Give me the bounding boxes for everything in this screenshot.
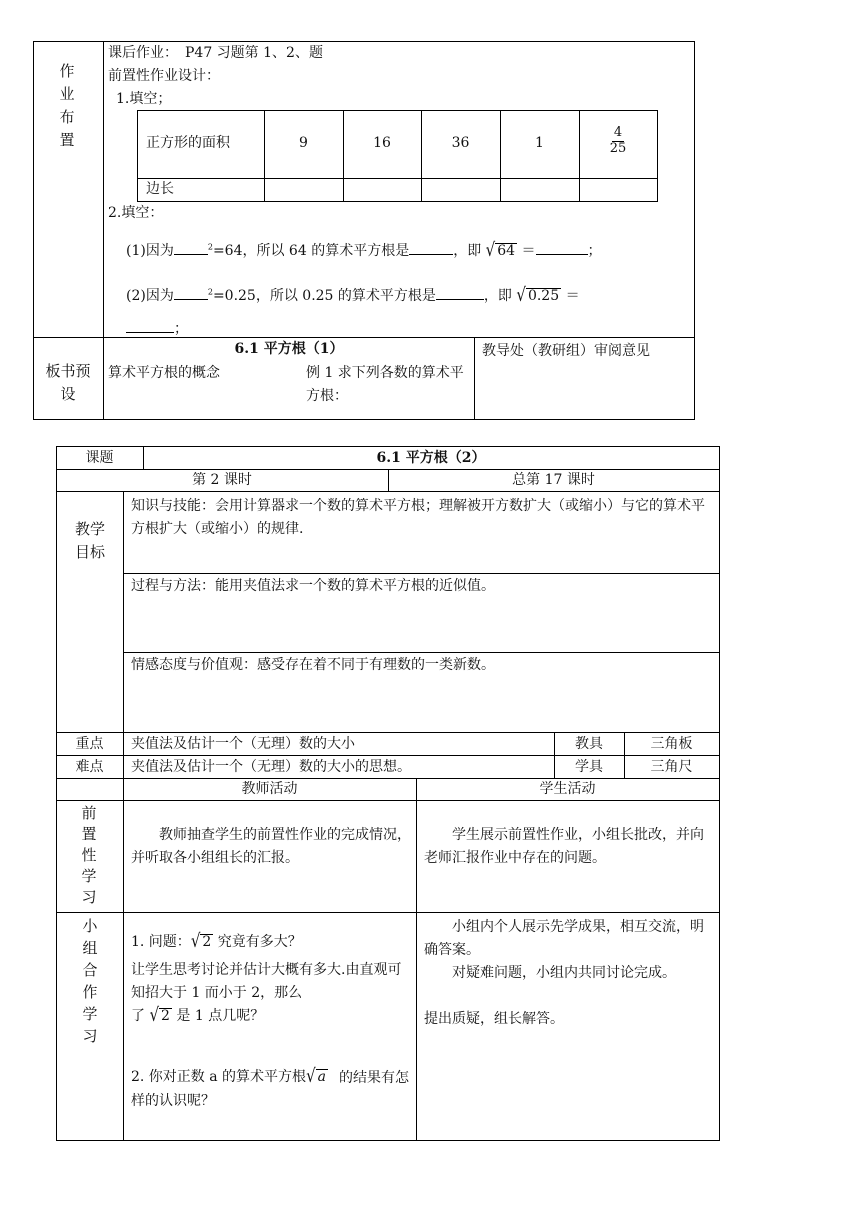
goal-emotion: 情感态度与价值观：感受存在着不同于有理数的一类新数。 — [131, 657, 495, 673]
group-q1-radicand: 2 — [202, 934, 212, 950]
area-value: 9 — [299, 135, 308, 151]
question-1 — [126, 240, 602, 261]
student-tools-value: 三角尺 — [650, 759, 693, 775]
area-value: 16 — [373, 135, 391, 151]
group-study-label: 小组合作学习 — [82, 917, 98, 1045]
board-title: 6.1 平方根（1） — [234, 341, 344, 357]
q1-blank-result — [536, 240, 588, 255]
q1-radicand: 64 — [497, 243, 516, 259]
group-student-2: 对疑难问题，小组内共同讨论完成。 — [452, 965, 676, 981]
q2-exponent: 2 — [207, 287, 213, 297]
q1-blank-base — [174, 240, 208, 255]
row-header-side: 边长 — [146, 181, 174, 197]
q2-radicand: 0.25 — [527, 288, 560, 304]
pre-study-teacher: 教师抽查学生的前置性作业的完成情况，并听取各小组组长的汇报。 — [131, 827, 411, 866]
group-student-3: 提出质疑，组长解答。 — [424, 1011, 564, 1027]
key-label: 重点 — [75, 736, 104, 752]
q2-prefix: (2)因为 — [126, 288, 174, 304]
homework-line: 课后作业： P47 习题第 1、2、题 — [108, 45, 323, 61]
q1-prefix: (1)因为 — [126, 243, 174, 259]
student-tools-label: 学具 — [575, 759, 603, 775]
area-value: 36 — [451, 135, 470, 151]
q1-mid: =64，所以 64 的算术平方根是 — [212, 243, 410, 259]
sqrt-icon: √ — [149, 1003, 160, 1027]
sqrt-icon: √ — [190, 929, 201, 953]
board-heading: 板书预设 — [45, 362, 91, 403]
group-question-1 — [131, 929, 302, 953]
sqrt-icon: √ — [485, 238, 496, 262]
group-q2-prefix: 2. 你对正数 a 的算术平方根 — [131, 1069, 307, 1085]
pre-study-label: 前置性学习 — [81, 804, 97, 906]
q2-blank-base — [174, 285, 208, 300]
topic-title: 6.1 平方根（2） — [376, 450, 486, 466]
tools-value: 三角板 — [650, 736, 693, 752]
goals-label: 教学目标 — [74, 520, 105, 561]
goal-process: 过程与方法：能用夹值法求一个数的算术平方根的近似值。 — [131, 578, 495, 594]
group-text1-suffix: 是 1 点几呢？ — [171, 1008, 265, 1024]
area-value: 1 — [535, 135, 544, 151]
fraction-numerator: 4 — [613, 125, 623, 140]
group-text-1: 让学生思考讨论并估计大概有多大.由直观可知招大于 1 而小于 2，那么了 √ 2 是 1 点几呢？ — [131, 962, 402, 1027]
q1-blank-answer — [409, 240, 453, 255]
fill1-label: 1.填空； — [116, 91, 172, 107]
group-q1-prefix: 1. 问题： — [131, 934, 191, 950]
sqrt-icon: √ — [306, 1064, 316, 1088]
fill2-label: 2.填空： — [108, 205, 164, 221]
group-text-1-end — [145, 1003, 265, 1027]
q2-end: ； — [174, 321, 188, 337]
key-text: 夹值法及估计一个（无理）数的大小 — [131, 736, 355, 752]
row-header-area: 正方形的面积 — [146, 135, 230, 151]
preview-title: 前置性作业设计： — [108, 68, 220, 84]
area-fraction — [579, 124, 657, 155]
group-question-2-cont: 的结果有怎样的认识呢？ — [131, 1070, 409, 1109]
q1-eq: ＝ — [521, 243, 536, 259]
sqrt-icon: √ — [516, 283, 526, 307]
fraction-denominator: 25 — [609, 140, 627, 156]
group-q2-radicand: a — [317, 1069, 326, 1085]
goal-knowledge: 知识与技能：会用计算器求一个数的算术平方根；理解被开方数扩大（或缩小）与它的算术平方根扩大（或缩小）的规律. — [131, 498, 705, 537]
teacher-activity-header: 教师活动 — [241, 781, 298, 797]
question-2 — [126, 285, 580, 306]
group-text1-radicand: 2 — [161, 1008, 170, 1024]
difficulty-label: 难点 — [75, 759, 104, 775]
q2-continuation — [126, 318, 188, 339]
q2-blank-result — [126, 318, 174, 333]
group-q1-suffix: 究竟有多大？ — [213, 934, 302, 950]
difficulty-text: 夹值法及估计一个（无理）数的大小的思想。 — [131, 759, 411, 775]
total-period: 总第 17 课时 — [512, 472, 595, 488]
group-student-1: 小组内个人展示先学成果，相互交流，明确答案。 — [424, 919, 704, 958]
review-label: 教导处（教研组）审阅意见 — [482, 343, 650, 359]
pre-study-student: 学生展示前置性作业，小组长批改，并向老师汇报作业中存在的问题。 — [424, 827, 704, 866]
q2-mid2: ，即 — [483, 288, 512, 304]
topic-label: 课题 — [85, 450, 114, 466]
q2-blank-answer — [436, 285, 484, 300]
q2-mid: =0.25，所以 0.25 的算术平方根是 — [212, 288, 436, 304]
q1-end: ； — [587, 243, 602, 259]
board-concept: 算术平方根的概念 — [108, 365, 220, 381]
homework-heading: 作业布置 — [59, 62, 75, 149]
q2-eq: ＝ — [565, 288, 580, 304]
board-example: 例 1 求下列各数的算术平方根： — [306, 365, 464, 404]
tools-label: 教具 — [575, 736, 603, 752]
student-activity-header: 学生活动 — [539, 781, 596, 797]
q1-mid2: ，即 — [453, 243, 482, 259]
q1-exponent: 2 — [207, 242, 213, 252]
period: 第 2 课时 — [192, 472, 252, 488]
